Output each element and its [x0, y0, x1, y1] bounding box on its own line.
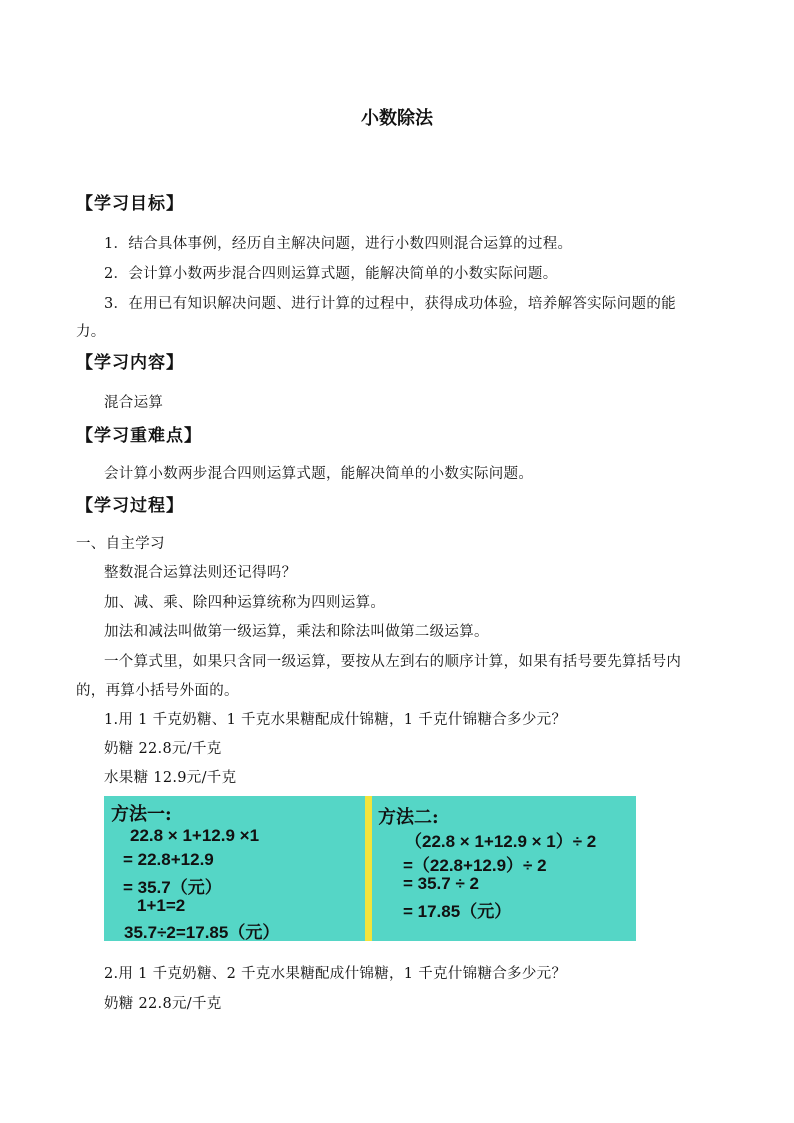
goal-item: 1．结合具体事例，经历自主解决问题，进行小数四则混合运算的过程。: [104, 236, 573, 252]
price-fruit-candy: 水果糖 12.9元/千克: [104, 770, 237, 786]
method2-step: = 35.7 ÷ 2: [403, 874, 479, 893]
process-line: 一个算式里，如果只含同一级运算，要按从左到右的顺序计算，如果有括号要先算括号内: [104, 654, 682, 670]
method1-step: 35.7÷2=17.85（元）: [124, 923, 280, 942]
process-line: 的，再算小括号外面的。: [76, 683, 239, 699]
method2-step: = 17.85（元）: [403, 902, 512, 921]
part1-heading: 一、自主学习: [76, 536, 165, 552]
section-heading-process: 【学习过程】: [76, 496, 184, 516]
process-line: 整数混合运算法则还记得吗？: [104, 565, 297, 581]
method1-step: = 35.7（元）: [123, 878, 222, 897]
key-points-text: 会计算小数两步混合四则运算式题，能解决简单的小数实际问题。: [104, 466, 534, 482]
content-text: 混合运算: [104, 395, 164, 411]
process-line: 加法和减法叫做第一级运算，乘法和除法叫做第二级运算。: [104, 624, 489, 640]
section-heading-content: 【学习内容】: [76, 353, 184, 373]
goal-item-continued: 力。: [76, 324, 106, 340]
method2-step: （22.8 × 1+12.9 × 1）÷ 2: [405, 832, 597, 851]
problem-2: 2.用 1 千克奶糖、2 千克水果糖配成什锦糖，1 千克什锦糖合多少元？: [104, 966, 567, 982]
method1-step: 22.8 × 1+12.9 ×1: [130, 826, 260, 845]
method1-step: = 22.8+12.9: [123, 850, 214, 869]
price-milk-candy-2: 奶糖 22.8元/千克: [104, 996, 222, 1012]
page-title: 小数除法: [361, 108, 433, 129]
problem-1: 1.用 1 千克奶糖、1 千克水果糖配成什锦糖，1 千克什锦糖合多少元？: [104, 712, 567, 728]
goal-item: 2．会计算小数两步混合四则运算式题，能解决简单的小数实际问题。: [104, 266, 558, 282]
method1-step: 1+1=2: [137, 896, 186, 915]
method2-label: 方法二:: [378, 807, 439, 828]
goal-item: 3．在用已有知识解决问题、进行计算的过程中，获得成功体验，培养解答实际问题的能: [104, 296, 676, 312]
section-heading-key-points: 【学习重难点】: [76, 426, 202, 446]
section-heading-goals: 【学习目标】: [76, 194, 184, 214]
method1-label: 方法一:: [111, 804, 172, 825]
process-line: 加、减、乘、除四种运算统称为四则运算。: [104, 595, 386, 611]
price-milk-candy: 奶糖 22.8元/千克: [104, 741, 222, 757]
method-divider: [365, 796, 372, 941]
method2-step: =（22.8+12.9）÷ 2: [403, 856, 547, 875]
